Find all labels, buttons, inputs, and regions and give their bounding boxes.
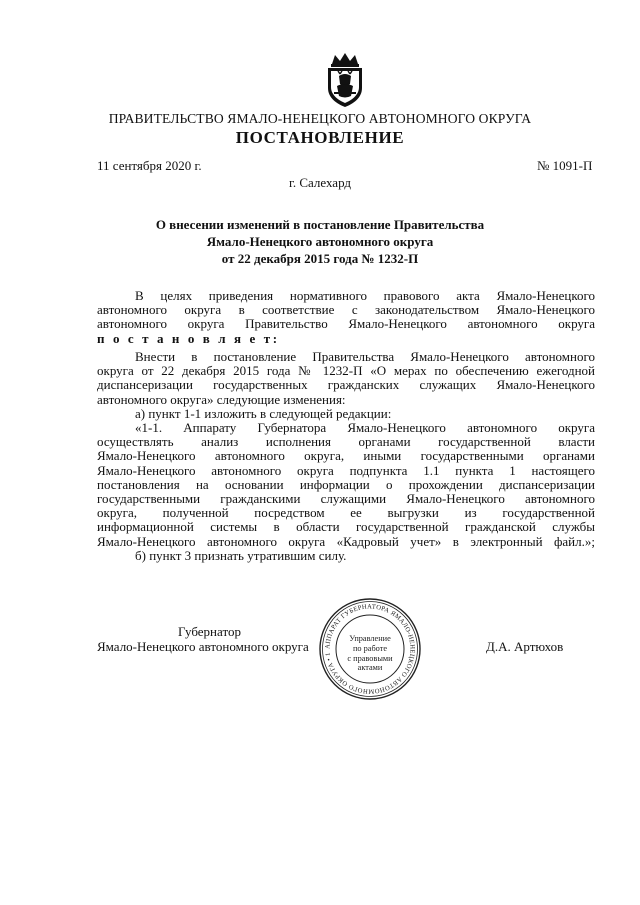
- preamble-paragraph: [97, 289, 595, 346]
- stamp-text-line: с правовыми: [347, 654, 393, 663]
- text-line: «1-1. Аппарату Губернатора Ямало-Ненецкого автономного округа: [135, 420, 595, 436]
- stamp-text-line: по работе: [352, 644, 388, 653]
- document-city: г. Салехард: [288, 175, 352, 190]
- text-line: Ямало-Ненецкого автономного округа подпункта 1.1 пункта 1 настоящего: [97, 462, 595, 478]
- title-line: от 22 декабря 2015 года № 1232-П: [221, 251, 419, 266]
- text-line: диспансеризации государственных гражданских служащих Ямало-Ненецкого: [97, 377, 595, 393]
- text-line: информационной системы в области государственной гражданской службы: [97, 519, 595, 535]
- text-line: б) пункт 3 признать утратившим силу.: [135, 547, 347, 563]
- stamp-text-line: актами: [357, 663, 383, 672]
- text-line: автономного округа» следующие изменения:: [97, 391, 346, 407]
- text-line: а) пункт 1-1 изложить в следующей редакции:: [135, 405, 392, 421]
- official-stamp: [318, 597, 422, 701]
- document-date: 11 сентября 2020 г.: [97, 158, 202, 173]
- document-type: ПОСТАНОВЛЕНИЕ: [235, 128, 405, 147]
- title-line: О внесении изменений в постановление Правительства: [155, 217, 485, 232]
- text-line: округа, полученной посредством ее выгрузки из государственной: [97, 505, 595, 521]
- text-line: Ямало-Ненецкого автономного округа, иными государственными органами: [97, 448, 595, 464]
- text-line: В целях приведения нормативного правового акта Ямало-Ненецкого: [135, 288, 595, 303]
- text-line: округа от 22 декабря 2015 года № 1232-П «О мерах по обеспечению ежегодной: [97, 363, 595, 379]
- text-line: Внести в постановление Правительства Ямало-Ненецкого автономного: [135, 349, 595, 364]
- text-line: Ямало-Ненецкого автономного округа «Кадровый учет» в электронный файл.»;: [97, 533, 595, 549]
- stamp-text-line: Управление: [349, 634, 391, 643]
- document-number: № 1091-П: [537, 158, 593, 173]
- resolves-keyword: п о с т а н о в л я е т:: [97, 330, 280, 346]
- text-line: осуществлять анализ исполнения органами государственной власти: [97, 434, 595, 450]
- signer-position-line2: Ямало-Ненецкого автономного округа: [97, 639, 309, 654]
- signer-name: Д.А. Артюхов: [486, 639, 564, 654]
- signer-position-line1: Губернатор: [178, 624, 241, 639]
- title-line: Ямало-Ненецкого автономного округа: [206, 234, 434, 249]
- government-name: ПРАВИТЕЛЬСТВО ЯМАЛО-НЕНЕЦКОГО АВТОНОМНОГО ОКРУГА: [108, 111, 532, 126]
- text-line: государственными гражданскими служащими Ямало-Ненецкого автономного: [97, 491, 595, 507]
- text-line: автономного округа Правительство Ямало-Ненецкого автономного округа: [97, 316, 595, 332]
- yamal-coat-of-arms-icon: [322, 52, 368, 108]
- stamp-ring-text: АППАРАТ ГУБЕРНАТОРА ЯМАЛО-НЕНЕЦКОГО АВТОНОМНОГО ОКРУГА • 1: [324, 603, 416, 695]
- document-title: [100, 216, 540, 267]
- text-line: постановления на основании информации о прохождении диспансеризации: [97, 476, 595, 492]
- text-line: автономного округа в соответствие с законодательством Ямало-Ненецкого: [97, 302, 595, 318]
- body-paragraph: [97, 350, 595, 563]
